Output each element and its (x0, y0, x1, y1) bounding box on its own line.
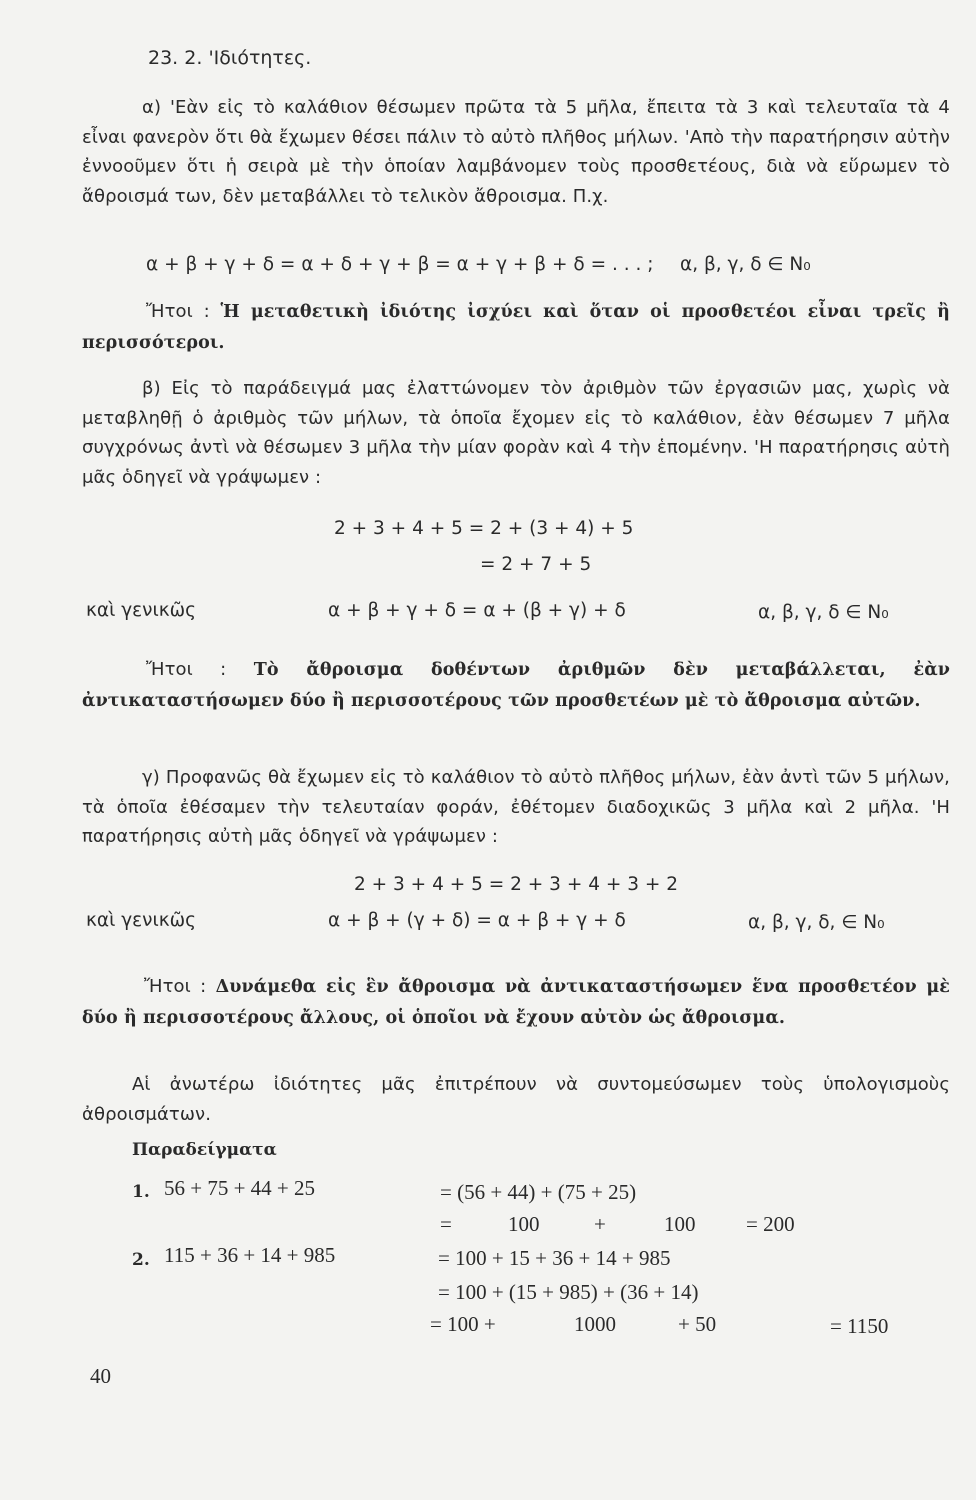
rule-alpha (82, 297, 950, 358)
paragraph-gamma-label: γ) (142, 767, 160, 788)
section-title: 'Ιδιότητες. (208, 47, 312, 69)
formula-gamma-1: 2 + 3 + 4 + 5 = 2 + 3 + 4 + 3 + 2 (354, 874, 679, 895)
example-2-row-2: = 100 + (15 + 985) + (36 + 14) (438, 1280, 699, 1304)
rule-beta (82, 655, 950, 716)
paragraph-beta-text: Εἰς τὸ παράδειγμά μας ἐλαττώνομεν τὸν ἀριθμὸν τῶν ἐργασιῶν μας, χωρὶς νὰ μεταβληθῇ ὁ ἀριθμὸς τῶν μήλων, τὰ ὁποῖα ἔχομεν εἰς τὸ καλάθιον, ἐὰν θέσωμεν 7 μῆλα συγχρόνως ἀντὶ νὰ θέσωμεν 3 μῆλα τὴν μίαν φορὰν καὶ 4 τὴν ἑπομένην. 'Η παρατήρησις αὐτὴ μᾶς ὁδηγεῖ νὰ γράψωμεν : (82, 378, 950, 488)
page-number: 40 (90, 1364, 111, 1388)
example-1-row-2-plus: + (594, 1212, 606, 1236)
example-2-row-3-b: 1000 (574, 1312, 616, 1336)
rule-gamma (82, 972, 950, 1033)
formula-domain-alpha: α, β, γ, δ ∈ N₀ (680, 254, 811, 275)
rule-beta-htoi: Ἤτοι : (146, 659, 227, 680)
formula-domain-beta: α, β, γ, δ ∈ N₀ (758, 602, 889, 623)
formula-domain-gamma: α, β, γ, δ, ∈ N₀ (748, 912, 885, 933)
example-2-row-1: = 100 + 15 + 36 + 14 + 985 (438, 1246, 671, 1270)
paragraph-alpha (82, 93, 950, 211)
example-2-number (132, 1246, 150, 1271)
formula-gamma-general: α + β + (γ + δ) = α + β + γ + δ (328, 910, 626, 931)
formula-beta-general: α + β + γ + δ = α + (β + γ) + δ (328, 600, 626, 621)
example-2-num: 2. (132, 1250, 150, 1270)
paragraph-closing (82, 1070, 950, 1129)
example-2-row-3-c: + 50 (678, 1312, 717, 1336)
example-1-row-2-result: = 200 (746, 1212, 795, 1236)
paragraph-alpha-text: 'Εὰν εἰς τὸ καλάθιον θέσωμεν πρῶτα τὰ 5 μῆλα, ἔπειτα τὰ 3 καὶ τελευταῖα τὰ 4 εἶναι φανερὸν ὅτι θὰ ἔχωμεν θέσει πάλιν τὸ αὐτὸ πλῆθος μήλων. 'Απὸ τὴν παρατήρησιν αὐτὴν ἐννοοῦμεν ὅτι ἡ σειρὰ μὲ τὴν ὁποίαν λαμβάνομεν τοὺς προσθετέους, διὰ νὰ εὕρωμεν τὸ ἄθροισμά των, δὲν μεταβάλλει τὸ τελικὸν ἄθροισμα. Π.χ. (82, 97, 950, 207)
formula-beta-1: 2 + 3 + 4 + 5 = 2 + (3 + 4) + 5 (334, 518, 634, 539)
general-label-beta: καὶ γενικῶς (86, 600, 197, 621)
general-label-gamma: καὶ γενικῶς (86, 910, 197, 931)
formula-commutative: α + β + γ + δ = α + δ + γ + β = α + γ + β + δ = . . . ; (146, 254, 654, 275)
example-1-num: 1. (132, 1182, 150, 1202)
example-1-row-2-a: 100 (508, 1212, 540, 1236)
example-2-lhs: 115 + 36 + 14 + 985 (164, 1243, 336, 1267)
example-1-row-2-eq: = (440, 1212, 452, 1236)
paragraph-beta (82, 374, 950, 492)
example-1-row-2-b: 100 (664, 1212, 696, 1236)
paragraph-gamma (82, 763, 950, 852)
rule-alpha-text: Ἡ μεταθετικὴ ἰδιότης ἰσχύει καὶ ὅταν οἱ προσθετέοι εἶναι τρεῖς ἢ περισσότεροι. (82, 302, 951, 353)
formula-beta-2: = 2 + 7 + 5 (480, 554, 592, 575)
paragraph-alpha-label: α) (142, 97, 162, 118)
paragraph-closing-text: Αἱ ἀνωτέρω ἰδιότητες μᾶς ἐπιτρέπουν νὰ συντομεύσωμεν τοὺς ὑπολογισμοὺς ἀθροισμάτων. (82, 1074, 950, 1125)
paragraph-beta-label: β) (142, 378, 161, 399)
rule-beta-text: Τὸ ἄθροισμα δοθέντων ἀριθμῶν δὲν μεταβάλλεται, ἐὰν ἀντικαταστήσωμεν δύο ἢ περισσοτέρους τῶν προσθετέων μὲ τὸ ἄθροισμα αὐτῶν. (82, 660, 951, 711)
example-1-lhs: 56 + 75 + 44 + 25 (164, 1176, 316, 1200)
rule-gamma-text: Δυνάμεθα εἰς ἓν ἄθροισμα νὰ ἀντικαταστήσωμεν ἕνα προσθετέον μὲ δύο ἢ περισσοτέρους ἄλλους, οἱ ὁποῖοι νὰ ἔχουν αὐτὸν ὡς ἄθροισμα. (82, 977, 951, 1028)
example-2-row-3-result: = 1150 (830, 1314, 889, 1338)
examples-heading: Παραδείγματα (132, 1140, 277, 1160)
example-1-row-1: = (56 + 44) + (75 + 25) (440, 1180, 637, 1204)
rule-gamma-htoi: Ἤτοι : (144, 976, 207, 997)
example-1-number (132, 1178, 150, 1203)
example-2-row-3-a: = 100 + (430, 1312, 496, 1336)
section-number: 23. 2. (148, 47, 203, 69)
rule-alpha-htoi: Ἤτοι : (146, 301, 210, 322)
paragraph-gamma-text: Προφανῶς θὰ ἔχωμεν εἰς τὸ καλάθιον τὸ αὐτὸ πλῆθος μήλων, ἐὰν ἀντὶ τῶν 5 μήλων, τὰ ὁποῖα ἐθέσαμεν τὴν τελευταίαν φοράν, ἐθέτομεν διαδοχικῶς 3 μῆλα καὶ 2 μῆλα. 'Η παρατήρησις αὐτὴ μᾶς ὁδηγεῖ νὰ γράψωμεν : (82, 767, 950, 847)
section-heading (148, 47, 311, 69)
